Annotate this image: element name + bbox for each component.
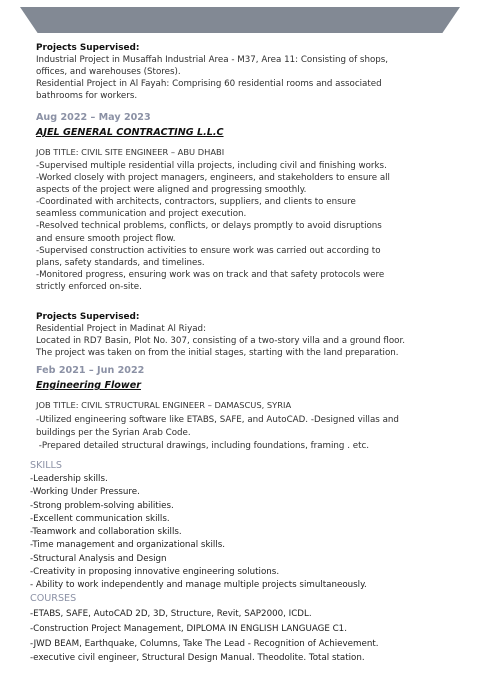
skill-item: -Time management and organizational skills. [30,540,226,551]
skills-heading: SKILLS [30,460,62,471]
project-line: Located in RD7 Basin, Plot No. 307, consisting of a two-story villa and a ground floor. [36,336,406,347]
job-title: JOB TITLE: CIVIL SITE ENGINEER – ABU DHABI [36,147,225,157]
project-line: bathrooms for workers. [36,91,138,102]
duty-line: and ensure smooth project flow. [36,233,176,244]
project-line: Industrial Project in Musaffah Industrial Area - M37, Area 11: Consisting of shops, [36,55,389,65]
company-name: AJEL GENERAL CONTRACTING L.L.C [36,127,224,138]
project-line: The project was taken on from the initial stages, starting with the land preparation. [36,348,399,359]
duty-line: -Utilized engineering software like ETABS, SAFE, and AutoCAD. -Designed villas and [36,415,399,425]
duty-line: -Prepared detailed structural drawings, including foundations, framing . etc. [36,441,370,451]
projects-list [36,54,388,102]
project-line: offices, and warehouses (Stores). [36,67,181,78]
projects-heading: Projects Supervised: [36,43,140,53]
duty-line: strictly enforced on-site. [36,281,142,292]
project-line: Residential Project in Madinat Al Riyad: [36,324,206,334]
duty-line: -Monitored progress, ensuring work was on track and that safety protocols were [36,269,385,280]
job-date: Feb 2021 – Jun 2022 [36,365,145,376]
skill-item: - Ability to work independently and manage multiple projects simultaneously. [30,580,367,591]
duty-line: -Supervised multiple residential villa projects, including civil and finishing works. [36,161,387,171]
duty-line: -Coordinated with architects, contractors, suppliers, and clients to ensure [36,197,356,208]
header-banner [20,7,460,33]
duty-line: aspects of the project were aligned and progressing smoothly. [36,185,307,196]
skill-item: -Structural Analysis and Design [30,553,167,564]
duty-line: buildings per the Syrian Arab Code. [36,428,191,438]
courses-list [30,607,379,666]
skill-item: -Excellent communication skills. [30,513,170,524]
job-title: JOB TITLE: CIVIL STRUCTURAL ENGINEER – DAMASCUS, SYRIA [36,400,292,410]
skill-item: -Creativity in proposing innovative engineering solutions. [30,567,280,578]
skills-list [30,473,367,593]
duty-line: -Worked closely with project managers, engineers, and stakeholders to ensure all [36,173,390,184]
skill-item: -Working Under Pressure. [30,487,140,498]
course-item: -ETABS, SAFE, AutoCAD 2D, 3D, Structure, Revit, SAP2000, ICDL. [30,609,312,619]
company-name: Engineering Flower [36,380,141,391]
duty-line: -Resolved technical problems, conflicts, or delays promptly to avoid disruptions [36,221,382,232]
duty-line: plans, safety standards, and timelines. [36,257,205,268]
projects-list [36,323,405,359]
job-duties [36,160,390,293]
projects-heading: Projects Supervised: [36,312,140,322]
course-item: -Construction Project Management, DIPLOMA IN ENGLISH LANGUAGE C1. [30,623,347,634]
course-item: -JWD BEAM, Earthquake, Columns, Take The Lead - Recognition of Achievement. [30,638,379,649]
job-duties [36,414,399,453]
duty-line: seamless communication and project execution. [36,209,247,220]
course-item: -executive civil engineer, Structural Design Manual. Theodolite. Total station. [30,653,365,664]
project-line: Residential Project in Al Fayah: Comprising 60 residential rooms and associated [36,79,382,90]
duty-line: -Supervised construction activities to ensure work was carried out according to [36,245,381,256]
skill-item: -Strong problem-solving abilities. [30,500,174,511]
skill-item: -Teamwork and collaboration skills. [30,527,182,538]
courses-heading: COURSES [30,593,77,604]
skill-item: -Leadership skills. [30,474,108,484]
job-date: Aug 2022 – May 2023 [36,112,151,123]
